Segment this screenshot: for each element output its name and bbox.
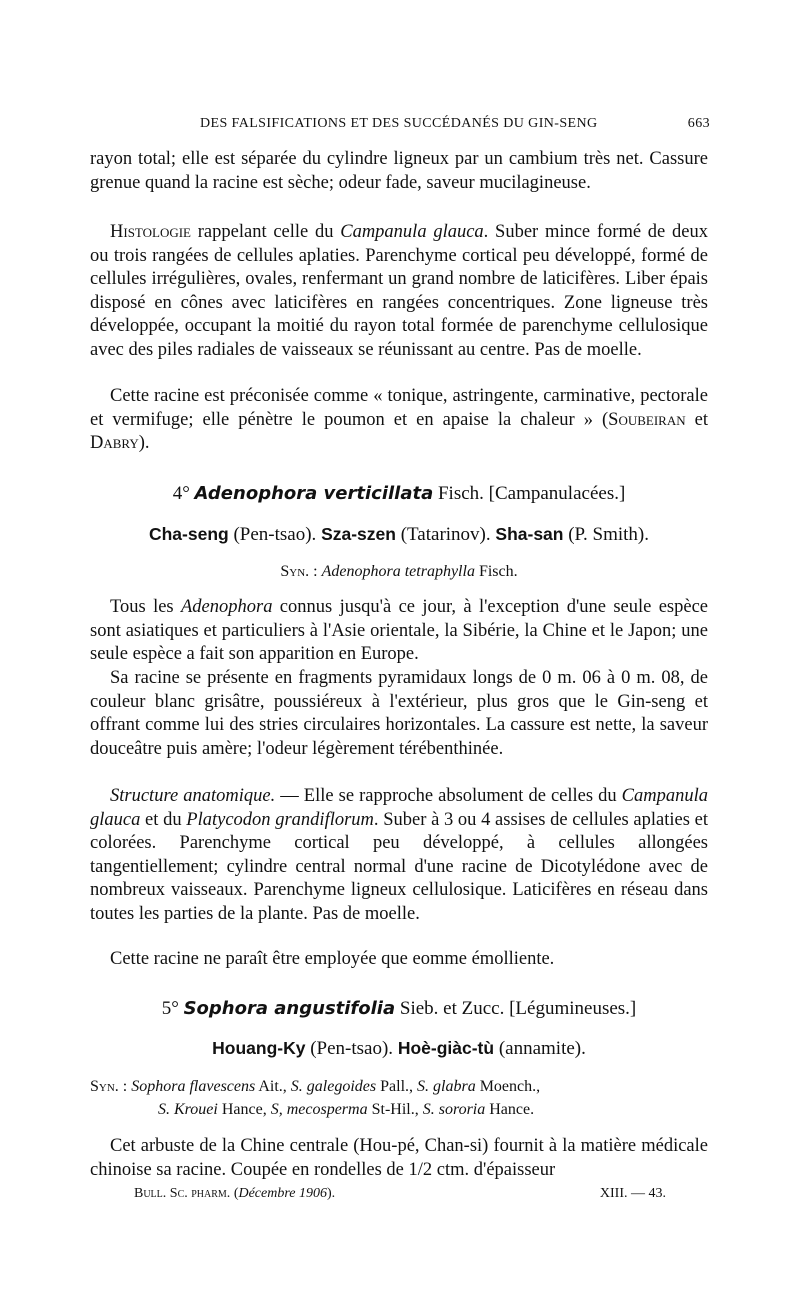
paragraph-1: rayon total; elle est séparée du cylindre ligneux par un cambium très net. Cassure grenue quand la racine est sèche; odeur fade, saveur mucilagineuse. bbox=[90, 149, 708, 193]
vernacular-names-sophora: Houang-Ky (Pen-tsao). Hoè-giàc-tù (annamite). bbox=[212, 1038, 586, 1059]
page-footer: Bull. Sc. pharm. (Décembre 1906). XIII. — 43. bbox=[134, 1186, 666, 1201]
paragraph-distribution: Tous les Adenophora connus jusqu'à ce jour, à l'exception d'une seule espèce sont asiatiques et particuliers à l'Asie orientale, la Sibérie, la Chine et le Japon; une seule espèce a fait son apparition en Europe. bbox=[90, 597, 708, 664]
paragraph-racine: Sa racine se présente en fragments pyramidaux longs de 0 m. 06 à 0 m. 08, de couleur blanc grisâtre, poussiéreux à l'extérieur, plus gros que le Gin-seng et offrant comme lui des stries circulaires horizontales. La cassure est nette, la saveur douceâtre puis amère; l'odeur légèrement térébenthinée. bbox=[90, 668, 708, 759]
vernacular-names-adenophora: Cha-seng (Pen-tsao). Sza-szen (Tatarinov). Sha-san (P. Smith). bbox=[148, 524, 649, 545]
page-number: 663 bbox=[687, 116, 710, 131]
paragraph-emploi: Cette racine ne paraît être employée que eomme émolliente. bbox=[110, 949, 555, 969]
footer-volume: XIII. — 43. bbox=[599, 1186, 666, 1201]
paragraph-usage: Cette racine est préconisée comme « tonique, astringente, carminative, pectorale et vermifuge; elle pénètre le poumon et en apaise la chaleur » (Soubeiran et Dabry). bbox=[90, 386, 708, 453]
section-heading-adenophora: 4° Adenophora verticillata Fisch. [Campanulacées.] bbox=[172, 483, 626, 504]
header-title: DES FALSIFICATIONS ET DES SUCCÉDANÉS DU GIN-SENG bbox=[200, 116, 598, 131]
paragraph-arbuste: Cet arbuste de la Chine centrale (Hou-pé, Chan-si) fournit à la matière médicale chinoise sa racine. Coupée en rondelles de 1/2 ctm. d'épaisseur bbox=[90, 1136, 708, 1180]
paragraph-structure: Structure anatomique. — Elle se rapproche absolument de celles du Campanula glauca et du Platycodon grandiflorum. Suber à 3 ou 4 assises de cellules aplaties et colorées. Parenchyme cortical peu développé, à cellules allongées tangentiellement; cylindre central normal d'une racine de Dicotylédone avec de nombreux vaisseaux. Parenchyme ligneux cellulosique. Laticifères en réseau dans toutes les parties de la plante. Pas de moelle. bbox=[90, 786, 709, 924]
section-heading-sophora: 5° Sophora angustifolia Sieb. et Zucc. [Légumineuses.] bbox=[161, 998, 637, 1019]
synonym-adenophora: Syn. : Adenophora tetraphylla Fisch. bbox=[280, 563, 518, 580]
synonym-sophora: Syn. : Sophora flavescens Ait., S. galegoides Pall., S. glabra Moench., S. Krouei Hance, S, mecosperma St-Hil., S. sororia Hance. bbox=[90, 1078, 541, 1118]
paragraph-histologie: Histologie rappelant celle du Campanula glauca. Suber mince formé de deux ou trois rangées de cellules aplaties. Parenchyme cortical peu développé, formé de cellules irrégulières, ovales, renfermant un grand nombre de laticifères. Liber épais disposé en cônes avec laticifères en rangées concentriques. Zone ligneuse très développée, occupant la moitié du rayon total formée de parenchyme cellulosique avec des piles radiales de vaisseaux se réunissant au centre. Pas de moelle. bbox=[90, 222, 708, 360]
